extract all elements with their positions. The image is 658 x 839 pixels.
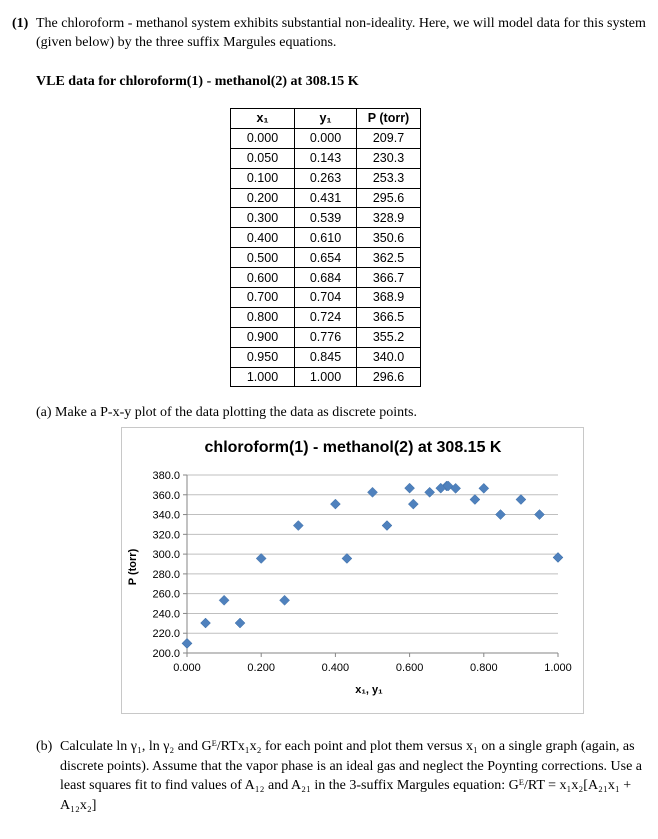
- vle-data-heading: VLE data for chloroform(1) - methanol(2) at 308.15 K: [36, 74, 359, 89]
- data-point-p-x: [479, 483, 489, 493]
- y1-cell: 0.000: [295, 128, 357, 148]
- pressure-cell: 209.7: [357, 128, 421, 148]
- data-point-p-y: [408, 499, 418, 509]
- table-row: [231, 367, 421, 387]
- vle-data-table: [230, 108, 421, 387]
- part-a-instruction: (a) Make a P-x-y plot of the data plotting the data as discrete points.: [36, 405, 418, 420]
- table-row: [231, 307, 421, 327]
- pxy-chart-svg: [122, 428, 585, 715]
- y1-cell: 0.610: [295, 228, 357, 248]
- table-row: [231, 268, 421, 288]
- x1-cell: 0.300: [231, 208, 295, 228]
- y1-cell: 1.000: [295, 367, 357, 387]
- pressure-cell: 366.7: [357, 268, 421, 288]
- x-tick-label: 0.000: [173, 662, 201, 674]
- table-row: [231, 288, 421, 308]
- pressure-cell: 253.3: [357, 168, 421, 188]
- y1-cell: 0.776: [295, 327, 357, 347]
- data-point-p-y: [470, 495, 480, 505]
- pressure-cell: 355.2: [357, 327, 421, 347]
- pressure-cell: 328.9: [357, 208, 421, 228]
- data-point-p-x: [330, 499, 340, 509]
- header-pressure: P (torr): [357, 109, 421, 129]
- table-row: [231, 248, 421, 268]
- y1-cell: 0.845: [295, 347, 357, 367]
- pressure-cell: 368.9: [357, 288, 421, 308]
- y1-cell: 0.431: [295, 188, 357, 208]
- y-tick-label: 380.0: [152, 470, 180, 482]
- data-point-p-x: [534, 510, 544, 520]
- y-tick-label: 200.0: [152, 648, 180, 660]
- y-tick-label: 300.0: [152, 549, 180, 562]
- chart-tick-labels: [152, 470, 571, 674]
- chart-gridlines: [187, 475, 558, 633]
- table-row: [231, 188, 421, 208]
- data-point-p-y: [382, 521, 392, 531]
- x1-cell: 0.900: [231, 327, 295, 347]
- data-point-p-x: [219, 595, 229, 605]
- y-tick-label: 260.0: [152, 588, 180, 601]
- x1-cell: 0.200: [231, 188, 295, 208]
- x1-cell: 0.100: [231, 168, 295, 188]
- y-tick-label: 280.0: [152, 568, 180, 581]
- chart-y-axis-label: P (torr): [127, 548, 139, 586]
- table-row: [231, 168, 421, 188]
- part-b-text: Calculate ln γ₁, ln γ₂ and Gᴱ/RTx₁x₂ for each point and plot them versus x₁ on a single graph (again, as discrete points). Assume that the vapor phase is an ideal gas and neglect the Poynting corrections. Use a least squares fit to find values of A₁₂ and A₂₁ in the 3-suffix Margules equation: Gᴱ/RT = x₁x₂[A₂₁x₁ + A₁₂x₂]: [60, 739, 643, 813]
- y1-cell: 0.654: [295, 248, 357, 268]
- table-row: [231, 128, 421, 148]
- x1-cell: 0.600: [231, 268, 295, 288]
- part-b-label: (b): [36, 739, 53, 754]
- pressure-cell: 362.5: [357, 248, 421, 268]
- x1-cell: 0.400: [231, 228, 295, 248]
- data-point-p-y: [495, 510, 505, 520]
- x-tick-label: 0.200: [247, 662, 275, 674]
- data-point-p-x: [405, 483, 415, 493]
- data-point-p-x: [201, 618, 211, 628]
- x1-cell: 0.950: [231, 347, 295, 367]
- y1-cell: 0.539: [295, 208, 357, 228]
- pressure-cell: 340.0: [357, 347, 421, 367]
- pressure-cell: 296.6: [357, 367, 421, 387]
- chart-axes: [183, 475, 558, 657]
- pressure-cell: 350.6: [357, 228, 421, 248]
- y1-cell: 0.143: [295, 148, 357, 168]
- table-header-row: [231, 109, 421, 129]
- y-tick-label: 340.0: [152, 509, 180, 522]
- data-point-p-y: [182, 638, 192, 648]
- table-row: [231, 208, 421, 228]
- header-x1: x₁: [231, 109, 295, 129]
- x-tick-label: 0.800: [470, 662, 498, 674]
- table-row: [231, 347, 421, 367]
- chart-title: chloroform(1) - methanol(2) at 308.15 K: [204, 439, 502, 456]
- header-y1: y₁: [295, 109, 357, 129]
- data-point-p-y: [280, 595, 290, 605]
- table-row: [231, 228, 421, 248]
- problem-statement: [12, 14, 648, 52]
- y1-cell: 0.263: [295, 168, 357, 188]
- x1-cell: 1.000: [231, 367, 295, 387]
- data-point-p-x: [368, 487, 378, 497]
- x-tick-label: 0.600: [395, 662, 424, 674]
- problem-number: (1): [12, 16, 29, 31]
- x-tick-label: 1.000: [544, 662, 572, 674]
- problem-text: The chloroform - methanol system exhibits substantial non-ideality. Here, we will model data for this system (given below) by the three suffix Margules equations.: [36, 16, 646, 50]
- x1-cell: 0.800: [231, 307, 295, 327]
- y-tick-label: 220.0: [152, 628, 180, 641]
- data-point-p-y: [342, 553, 352, 563]
- data-point-p-y: [235, 618, 245, 628]
- chart-data-points: [182, 481, 563, 648]
- data-point-p-x: [256, 553, 266, 563]
- y1-cell: 0.724: [295, 307, 357, 327]
- part-b-instruction: [36, 737, 648, 815]
- data-point-p-y: [425, 487, 435, 497]
- pxy-chart: [121, 427, 584, 714]
- y-tick-label: 240.0: [152, 608, 180, 621]
- pressure-cell: 366.5: [357, 307, 421, 327]
- y1-cell: 0.684: [295, 268, 357, 288]
- data-point-p-x: [293, 521, 303, 531]
- y-tick-label: 320.0: [152, 529, 180, 542]
- x1-cell: 0.500: [231, 248, 295, 268]
- y-tick-label: 360.0: [152, 489, 180, 502]
- x1-cell: 0.700: [231, 288, 295, 308]
- pressure-cell: 230.3: [357, 148, 421, 168]
- x1-cell: 0.000: [231, 128, 295, 148]
- data-point-p-x: [516, 495, 526, 505]
- table-row: [231, 148, 421, 168]
- x-tick-label: 0.400: [321, 662, 350, 674]
- table-row: [231, 327, 421, 347]
- y1-cell: 0.704: [295, 288, 357, 308]
- x1-cell: 0.050: [231, 148, 295, 168]
- chart-x-axis-label: x₁, y₁: [355, 684, 383, 696]
- pressure-cell: 295.6: [357, 188, 421, 208]
